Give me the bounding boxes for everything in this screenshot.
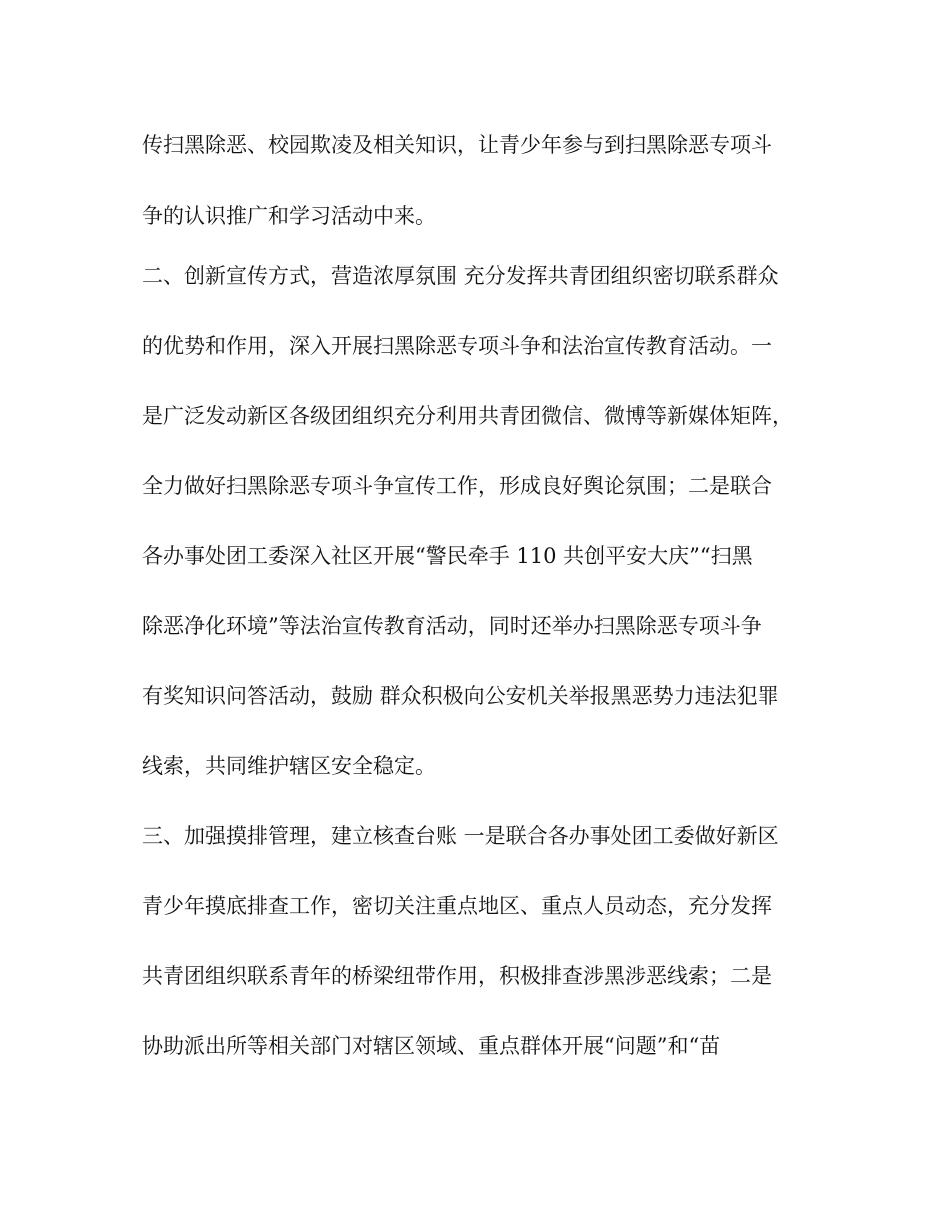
text-line: 各办事处团工委深入社区开展“警民牵手 110 共创平安大庆”“扫黑: [142, 544, 753, 568]
text-line: 协助派出所等相关部门对辖区领域、重点群体开展“问题”和“苗: [142, 1034, 721, 1058]
text-line: 共青团组织联系青年的桥梁纽带作用，积极排查涉黑涉恶线索；二是: [142, 964, 772, 988]
text-line: 除恶净化环境”等法治宣传教育活动，同时还举办扫黑除恶专项斗争: [142, 614, 762, 638]
text-line: 传扫黑除恶、校园欺凌及相关知识，让青少年参与到扫黑除恶专项斗: [142, 133, 772, 157]
text-line: 争的认识推广和学习活动中来。: [142, 204, 436, 228]
text-line: 全力做好扫黑除恶专项斗争宣传工作，形成良好舆论氛围；二是联合: [142, 474, 772, 498]
text-line: 青少年摸底排查工作，密切关注重点地区、重点人员动态，充分发挥: [142, 894, 772, 918]
text-line: 的优势和作用，深入开展扫黑除恶专项斗争和法治宣传教育活动。一: [142, 334, 772, 358]
text-line: 有奖知识问答活动，鼓励 群众积极向公安机关举报黑恶势力违法犯罪: [142, 684, 779, 708]
section-heading-line: 三、加强摸排管理，建立核查台账 一是联合各办事处团工委做好新区: [142, 824, 779, 848]
section-heading-line: 二、创新宣传方式，营造浓厚氛围 充分发挥共青团组织密切联系群众: [142, 264, 779, 288]
text-line: 线索，共同维护辖区安全稳定。: [142, 754, 436, 778]
text-line: 是广泛发动新区各级团组织充分利用共青团微信、微博等新媒体矩阵，: [142, 404, 793, 428]
